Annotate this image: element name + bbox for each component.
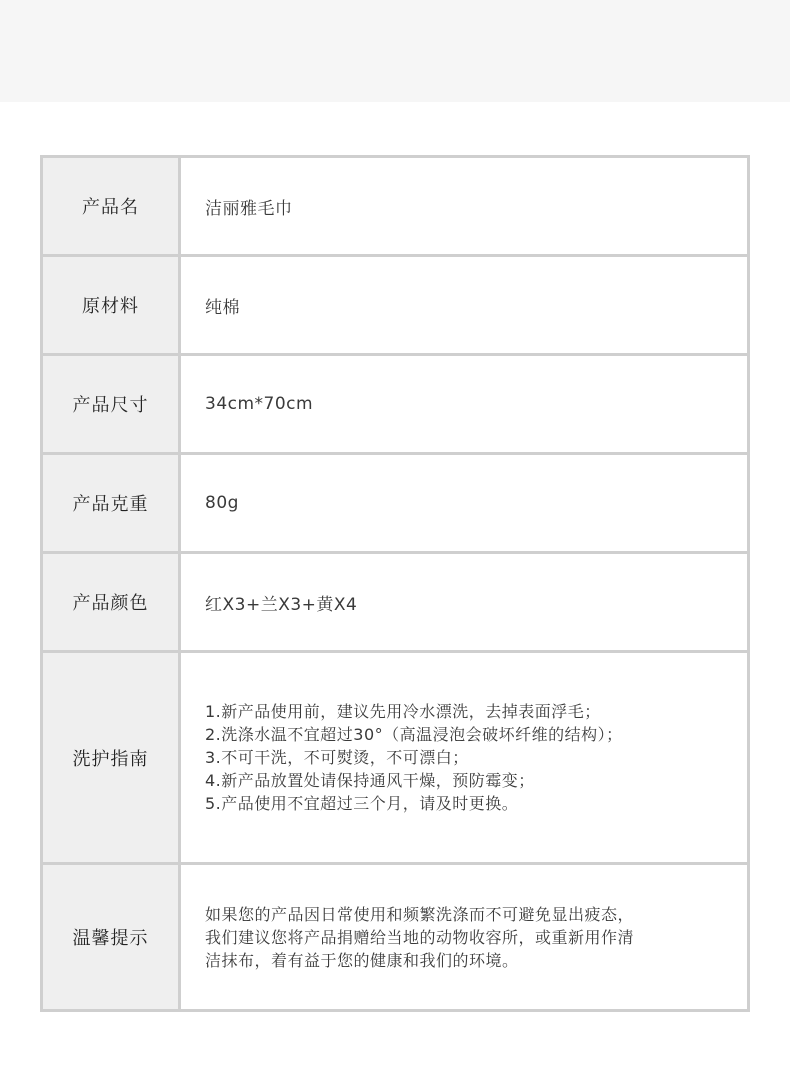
care-line: 2.洗涤水温不宜超过30°（高温浸泡会破坏纤维的结构）； bbox=[205, 725, 623, 744]
spec-label: 产品名 bbox=[43, 158, 181, 254]
spec-row-weight bbox=[43, 455, 747, 554]
spec-label: 洗护指南 bbox=[43, 653, 181, 862]
spec-value: 洁丽雅毛巾 bbox=[205, 198, 293, 219]
spec-label: 产品尺寸 bbox=[43, 356, 181, 452]
spec-label: 产品克重 bbox=[43, 455, 181, 551]
care-line: 1.新产品使用前，建议先用冷水漂洗，去掉表面浮毛； bbox=[205, 702, 601, 721]
tips-line: 我们建议您将产品捐赠给当地的动物收容所，或重新用作清 bbox=[205, 927, 635, 947]
spec-value: 红X3+兰X3+黄X4 bbox=[205, 594, 358, 615]
spec-row-color bbox=[43, 554, 747, 653]
care-line: 5.产品使用不宜超过三个月，请及时更换。 bbox=[205, 794, 519, 813]
spec-row-name bbox=[43, 158, 747, 257]
spec-label: 原材料 bbox=[43, 257, 181, 353]
spec-row-size bbox=[43, 356, 747, 455]
spec-row-tips bbox=[43, 865, 747, 1009]
spec-value: 80g bbox=[205, 493, 239, 513]
spec-label: 产品颜色 bbox=[43, 554, 181, 650]
spec-value: 34cm*70cm bbox=[205, 394, 314, 414]
product-spec-table bbox=[40, 155, 750, 1012]
spec-value: 纯棉 bbox=[205, 297, 240, 318]
tips-text bbox=[181, 865, 747, 1009]
care-instructions bbox=[181, 653, 747, 862]
care-line: 3.不可干洗，不可熨烫，不可漂白； bbox=[205, 748, 469, 767]
spec-row-care bbox=[43, 653, 747, 865]
spec-label: 温馨提示 bbox=[43, 865, 181, 1009]
spec-row-material bbox=[43, 257, 747, 356]
top-banner-area bbox=[0, 0, 790, 102]
care-line: 4.新产品放置处请保持通风干燥，预防霉变； bbox=[205, 771, 535, 790]
tips-line: 如果您的产品因日常使用和频繁洗涤而不可避免显出疲态， bbox=[205, 904, 635, 924]
tips-line: 洁抹布，着有益于您的健康和我们的环境。 bbox=[205, 950, 519, 970]
